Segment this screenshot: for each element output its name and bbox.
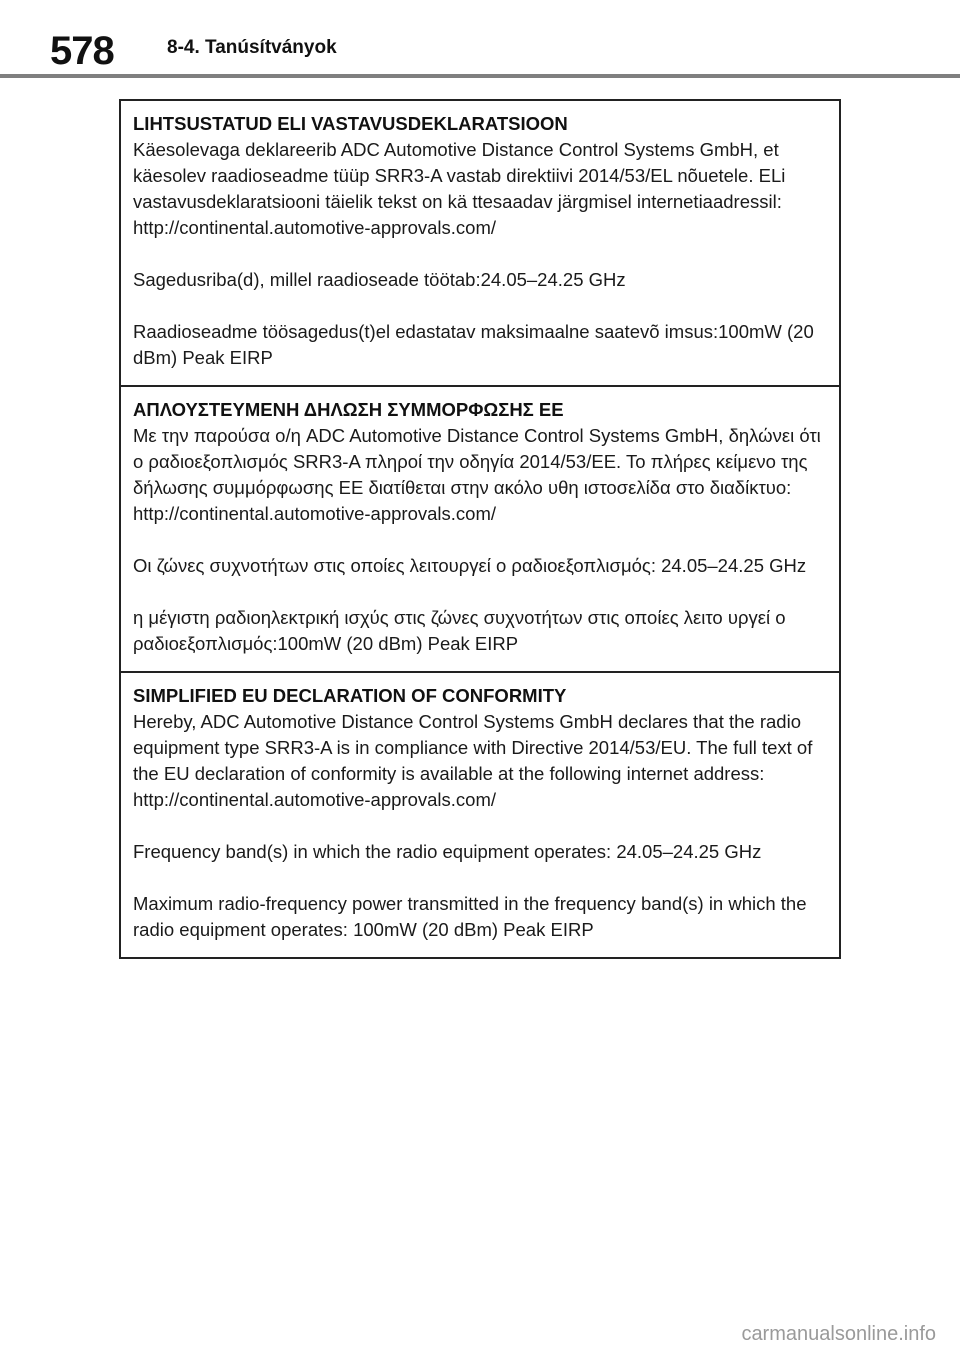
page-number: 578 (50, 29, 114, 73)
declaration-body: Hereby, ADC Automotive Distance Control Systems GmbH declares that the radio equipment type SRR3-A is in compliance with Directive 2014/53/EU. The full text of the EU declaration of conformity is available at the following internet address: http://continental.automotive-approvals.com/ (133, 711, 813, 810)
declaration-frequency: Frequency band(s) in which the radio equipment operates: 24.05–24.25 GHz (133, 841, 762, 862)
declaration-heading: LIHTSUSTATUD ELI VASTAVUSDEKLARATSIOON (133, 113, 568, 134)
declaration-power: η μέγιστη ραδιοηλεκτρική ισχύς στις ζώνες συχνοτήτων στις οποίες λειτο υργεί ο ραδιοεξοπλισμός:100mW (20 dBm) Peak EIRP (133, 607, 786, 654)
declaration-estonian (121, 101, 839, 385)
page-header (0, 0, 960, 78)
declaration-heading: ΑΠΛΟΥΣΤΕΥΜΕΝΗ ΔΗΛΩΣΗ ΣΥΜΜΟΡΦΩΣΗΣ ΕΕ (133, 399, 564, 420)
declaration-heading: SIMPLIFIED EU DECLARATION OF CONFORMITY (133, 685, 567, 706)
declaration-frequency: Sagedusriba(d), millel raadioseade töötab:24.05–24.25 GHz (133, 269, 626, 290)
declaration-english (121, 671, 839, 957)
section-title: 8-4. Tanúsítványok (167, 37, 337, 58)
declaration-body: Με την παρούσα ο/η ADC Automotive Distance Control Systems GmbH, δηλώνει ότι ο ραδιοεξοπλισμός SRR3-A πληροί την οδηγία 2014/53/ΕΕ. Το πλήρες κείμενο της δήλωσης συμμόρφωσης ΕΕ διατίθεται στην ακόλο υθη ιστοσελίδα στο διαδίκτυο: http://continental.automotive-approvals.com/ (133, 425, 821, 524)
declaration-frequency: Οι ζώνες συχνοτήτων στις οποίες λειτουργεί ο ραδιοεξοπλισμός: 24.05–24.25 GHz (133, 555, 807, 576)
declaration-power: Maximum radio-frequency power transmitted in the frequency band(s) in which the radio equipment operates: 100mW (20 dBm) Peak EIRP (133, 893, 807, 940)
footer-watermark: carmanualsonline.info (741, 1323, 936, 1345)
declaration-power: Raadioseadme töösagedus(t)el edastatav maksimaalne saatevõ imsus:100mW (20 dBm) Peak EIRP (133, 321, 814, 368)
declarations-table (119, 99, 841, 959)
header-divider (0, 74, 960, 78)
declaration-body: Käesolevaga deklareerib ADC Automotive Distance Control Systems GmbH, et käesolev raadioseadme tüüp SRR3-A vastab direktiivi 2014/53/EL nõuetele. ELi vastavusdeklaratsiooni täielik tekst on kä ttesaadav järgmisel internetiaadressil: http://continental.automotive-approvals.com/ (133, 139, 786, 238)
declaration-greek (121, 385, 839, 671)
